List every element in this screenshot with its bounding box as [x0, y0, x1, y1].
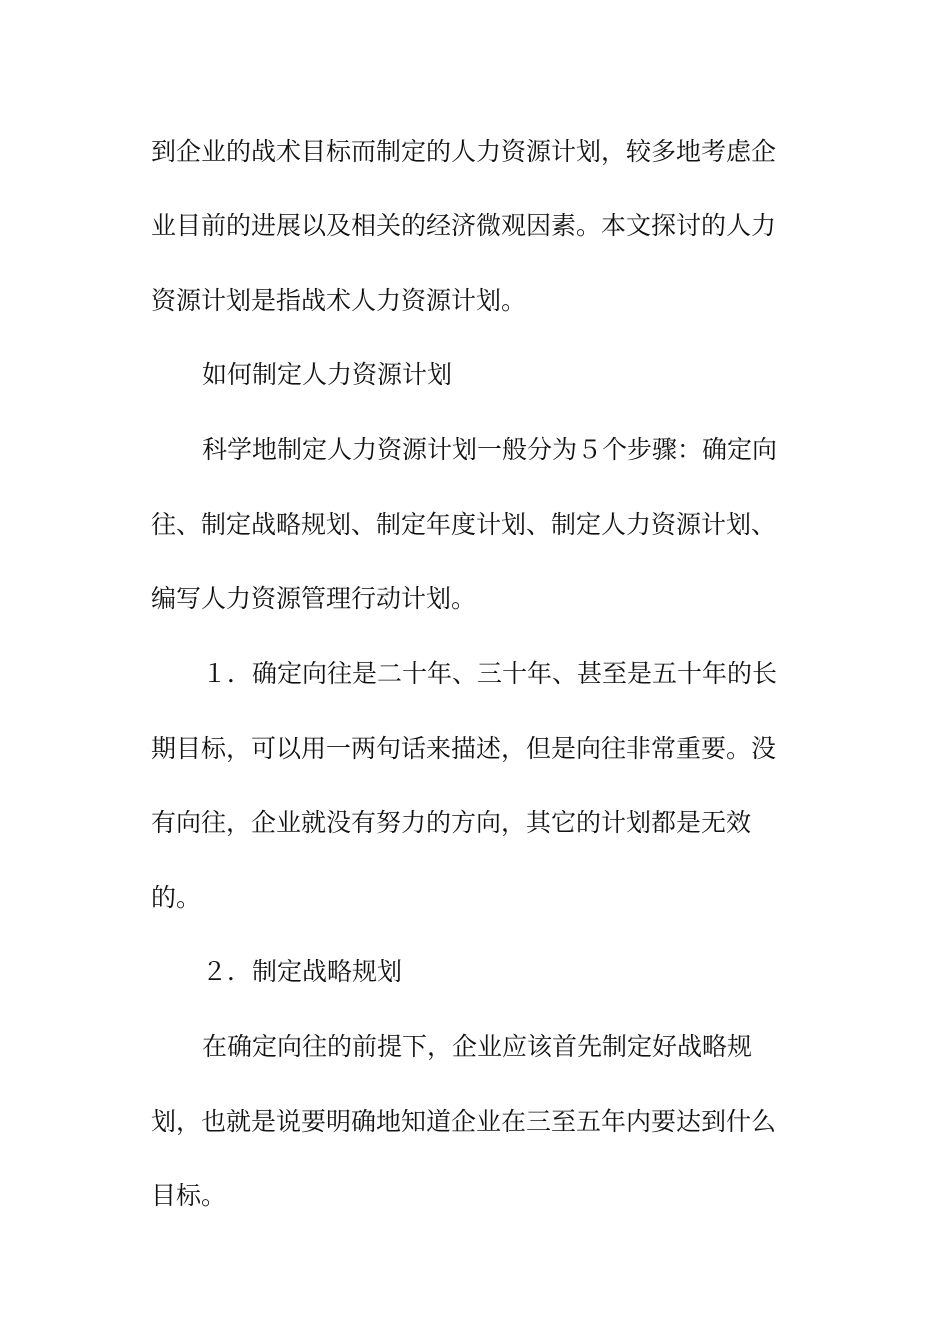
- text-line-6: 往、制定战略规划、制定年度计划、制定人力资源计划、: [151, 510, 777, 539]
- text-line-5: 科学地制定人力资源计划一般分为５个步骤：确定向: [202, 435, 778, 464]
- list-item-1: １．确定向往是二十年、三十年、甚至是五十年的长: [202, 659, 778, 688]
- text-line-1: 到企业的战术目标而制定的人力资源计划，较多地考虑企: [151, 137, 777, 166]
- text-line-3: 资源计划是指战术人力资源计划。: [151, 286, 527, 315]
- text-line-2: 业目前的进展以及相关的经济微观因素。本文探讨的人力: [151, 211, 777, 240]
- list-item-2: ２．制定战略规划: [202, 957, 403, 986]
- text-line-13: 在确定向往的前提下，企业应该首先制定好战略规: [202, 1032, 753, 1061]
- text-line-9: 期目标，可以用一两句话来描述，但是向往非常重要。没: [151, 734, 777, 763]
- text-line-14: 划，也就是说要明确地知道企业在三至五年内要达到什么: [151, 1107, 777, 1136]
- text-line-15: 目标。: [151, 1181, 227, 1210]
- text-line-11: 的。: [151, 883, 202, 912]
- text-line-7: 编写人力资源管理行动计划。: [151, 584, 477, 613]
- section-heading: 如何制定人力资源计划: [202, 360, 453, 389]
- text-line-10: 有向往，企业就没有努力的方向，其它的计划都是无效: [151, 808, 752, 837]
